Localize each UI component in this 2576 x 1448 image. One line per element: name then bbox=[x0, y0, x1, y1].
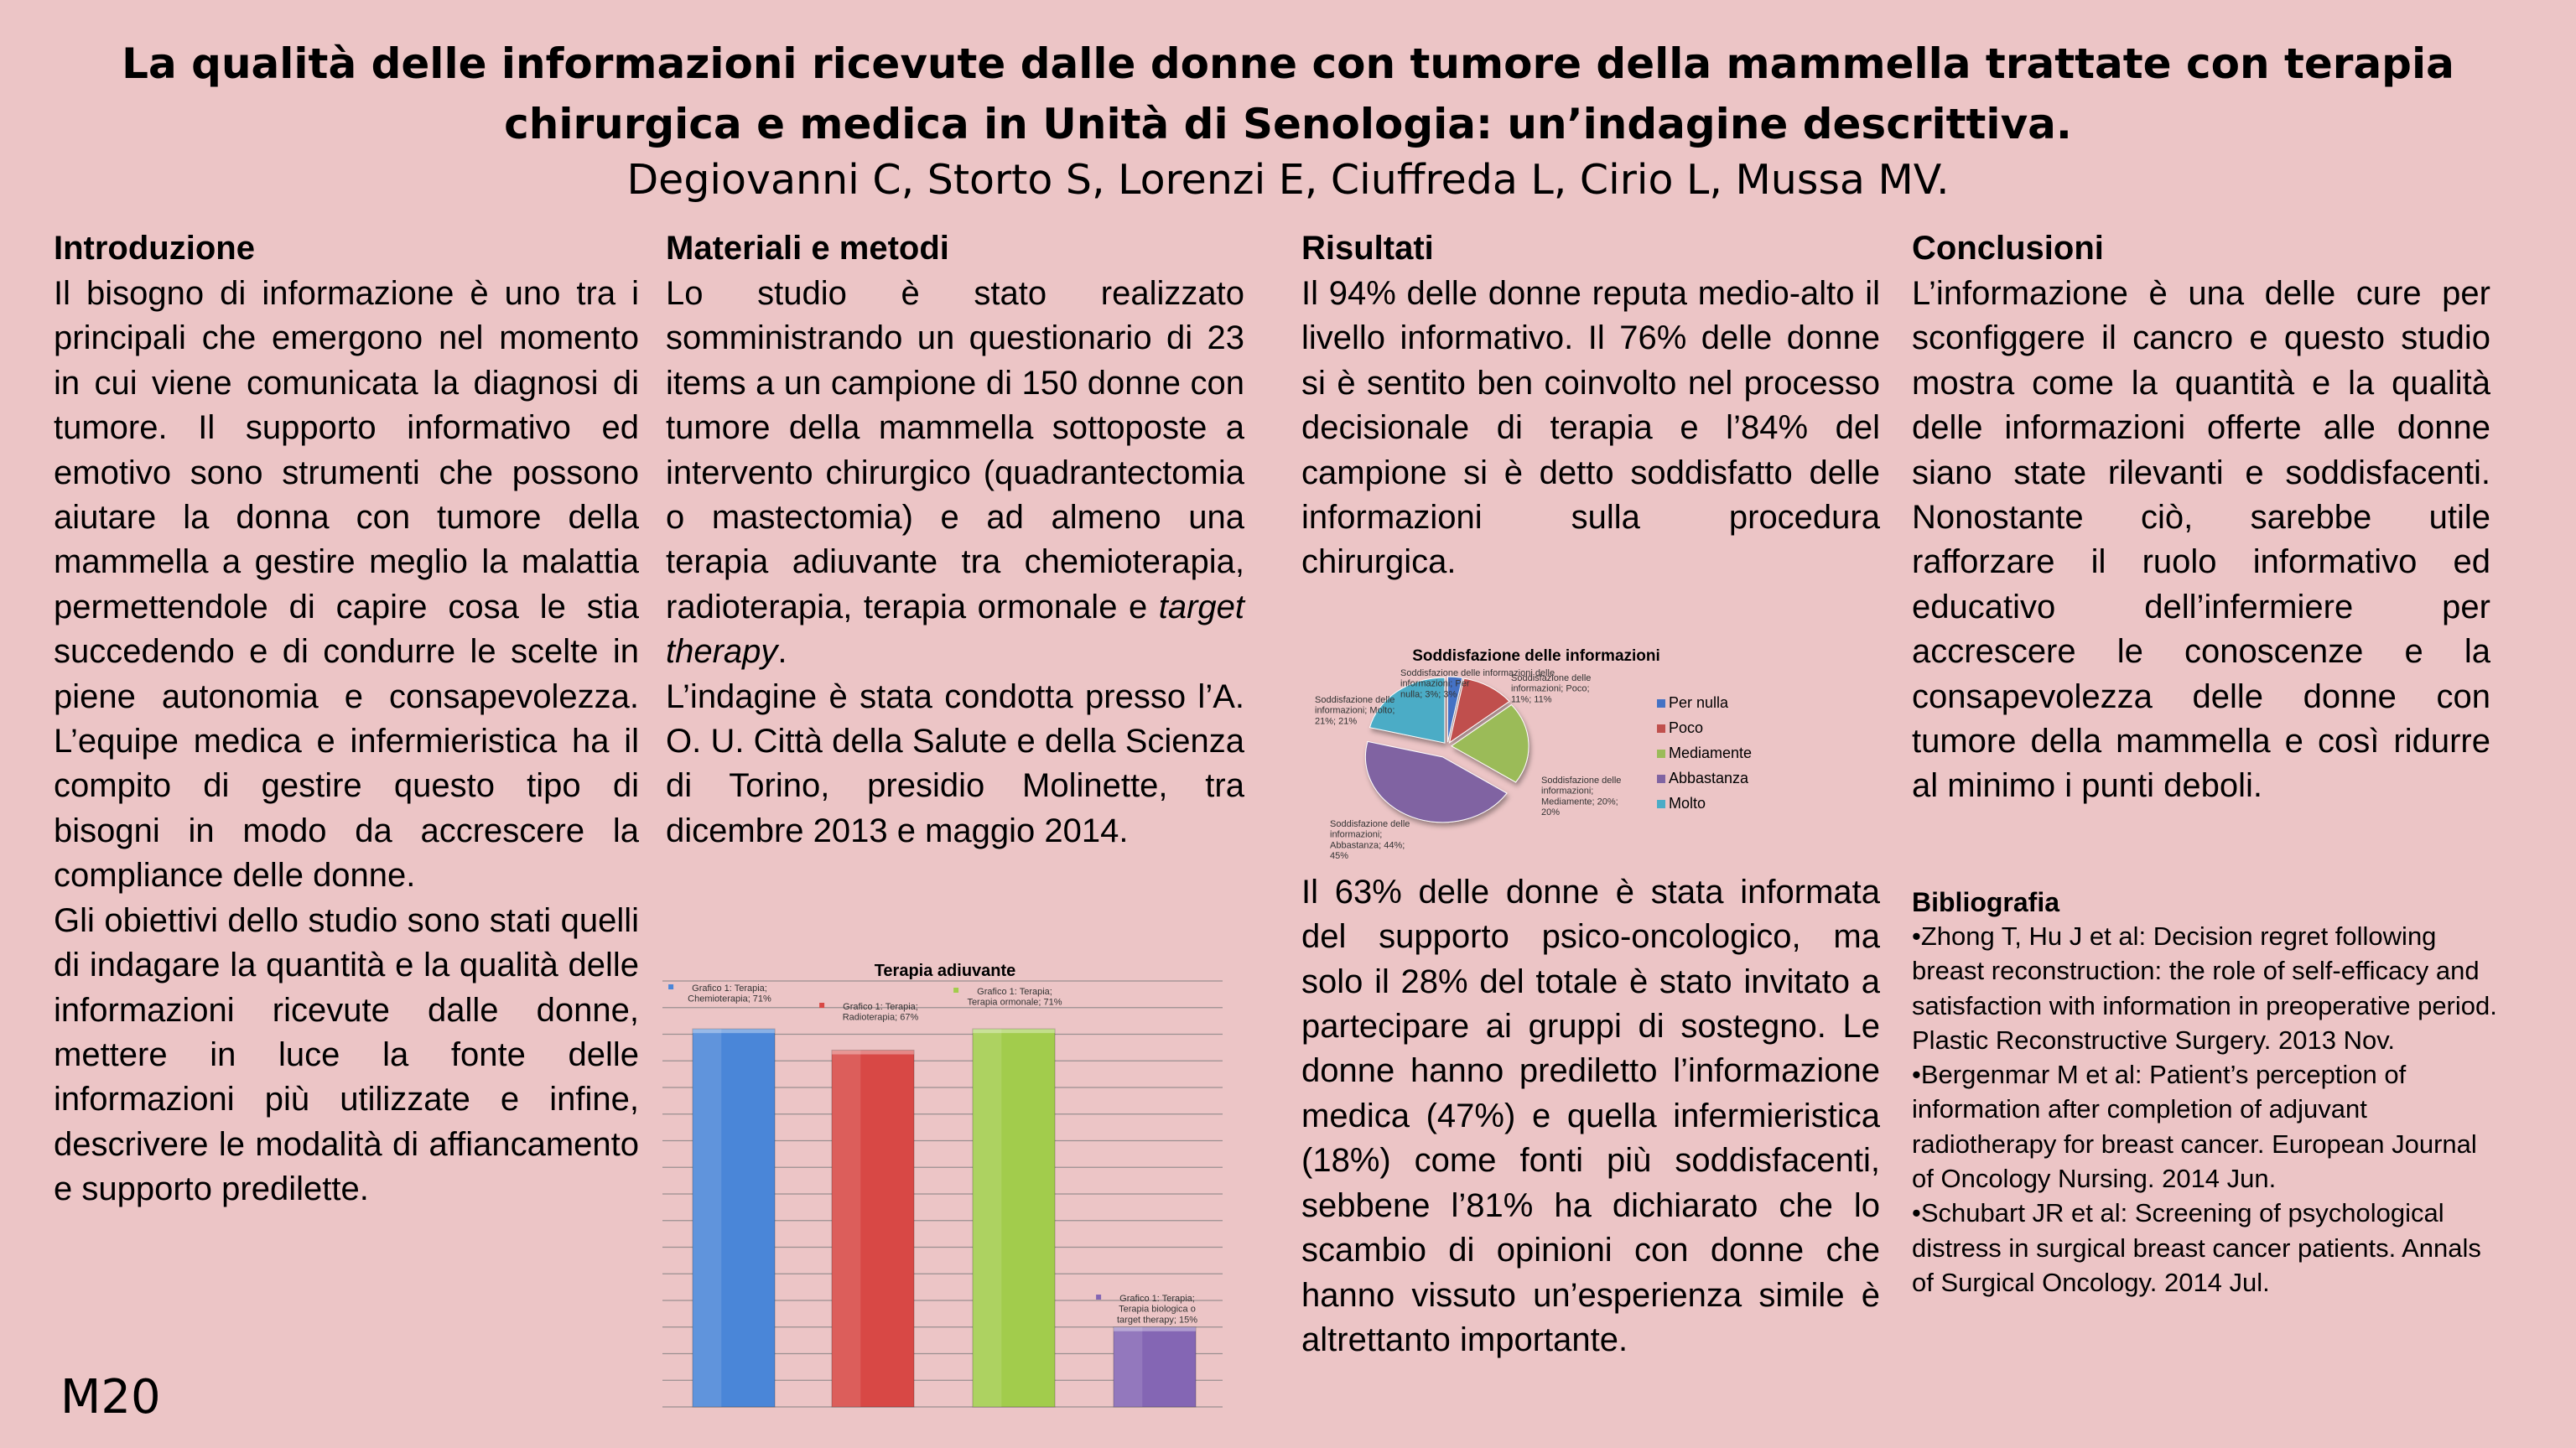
bar-highlight bbox=[973, 1029, 1001, 1407]
label-swatch bbox=[953, 988, 958, 993]
bar-top bbox=[693, 1029, 775, 1033]
pie-title: Soddisfazione delle informazioni bbox=[1412, 647, 1660, 665]
paragraph: Il 94% delle donne reputa medio-alto il livello informativo. Il 76% delle donne si è sentito ben coinvolto nel processo decisionale di terapia e l’84% del campione si è detto soddisfatto delle informazioni sulla procedura chirurgica. bbox=[1301, 275, 1880, 581]
pie-data-label: Soddisfazione delle informazioni; Molto; 21%; 21% bbox=[1315, 695, 1395, 727]
text-run: . bbox=[777, 633, 787, 671]
bar-chart bbox=[662, 956, 1249, 1413]
bar-data-label: Grafico 1: Terapia; Chemioterapia; 71% bbox=[688, 983, 771, 1004]
text-emphasis: target therapy bbox=[666, 588, 1244, 671]
label-swatch bbox=[1096, 1295, 1101, 1300]
bar-top bbox=[832, 1051, 914, 1055]
label-swatch bbox=[668, 984, 673, 989]
section-heading: Risultati bbox=[1301, 230, 1434, 267]
legend-entry: Mediamente bbox=[1669, 745, 1753, 761]
poster-authors: Degiovanni C, Storto S, Lorenzi E, Ciuffreda L, Cirio L, Mussa MV. bbox=[626, 156, 1950, 204]
pie-data-label: Soddisfazione delle informazioni; Mediamente; 20%; 20% bbox=[1541, 776, 1622, 817]
reference: •Zhong T, Hu J et al: Decision regret following breast reconstruction: the role of self-efficacy and satisfaction with information in preoperative period. Plastic Reconstructive Surgery. 2013 Nov. bbox=[1912, 921, 2497, 1055]
paragraph: Il bisogno di informazione è uno tra i principali che emergono nel momento in cui viene comunicata la diagnosi di tumore. Il supporto informativo ed emotivo sono strumenti che possono aiutare la donna con tumore della mammella a gestire meglio la malattia permettendole di capire cosa le stia succedendo e di condurre le scelte in piene autonomia e consapevolezza. L’equipe medica e infermieristica ha il compito di gestire questo tipo di bisogni in modo da accrescere la compliance delle donne. bbox=[54, 275, 639, 895]
paragraph: Gli obiettivi dello studio sono stati quelli di indagare la quantità e la qualità delle informazioni ricevute dalle donne, mettere in luce la fonte delle informazioni più utilizzate e infine, descrivere le modalità di affiancamento e supporto predilette. bbox=[54, 901, 639, 1208]
legend-swatch bbox=[1657, 724, 1665, 733]
paragraph: Il 63% delle donne è stata informata del supporto psico-oncologico, ma solo il 28% del totale è stato invitato a partecipare ai gruppi di sostegno. Le donne hanno prediletto l’informazione medica (47%) e quella infermieristica (18%) come fonti più soddisfacenti, sebbene l’81% ha dichiarato che lo scambio di opinioni con donne che hanno vissuto un’esperienza simile è altrettanto importante. bbox=[1301, 873, 1880, 1358]
section-bibliografia bbox=[1912, 885, 2499, 1300]
legend-entry: Per nulla bbox=[1669, 694, 1729, 711]
legend-entry: Poco bbox=[1669, 719, 1704, 736]
legend-swatch bbox=[1657, 800, 1665, 808]
bar-data-label: Grafico 1: Terapia; Terapia biologica o target therapy; 15% bbox=[1116, 1294, 1198, 1326]
legend-swatch bbox=[1657, 775, 1665, 783]
bar-top bbox=[1114, 1327, 1196, 1331]
bar-top bbox=[973, 1029, 1055, 1033]
legend-entry: Abbastanza bbox=[1669, 770, 1749, 786]
bar-highlight bbox=[832, 1051, 860, 1407]
paragraph: L’indagine è stata condotta presso l’A. O. U. Città della Salute e della Scienza di Torino, presidio Molinette, tra dicembre 2013 e maggio 2014. bbox=[666, 677, 1244, 849]
reference: •Bergenmar M et al: Patient’s perception of information after completion of adjuvant radiotherapy for breast cancer. European Journal of Oncology Nursing. 2014 Jun. bbox=[1912, 1060, 2477, 1194]
poster-title: La qualità delle informazioni ricevute dalle donne con tumore della mammella trattate con terapia chirurgica e medica in Unità di Senologia: un’indagine descrittiva. bbox=[122, 39, 2454, 148]
poster-code: M20 bbox=[60, 1370, 161, 1425]
bar-data-label: Grafico 1: Terapia; Terapia ormonale; 71% bbox=[967, 987, 1062, 1008]
bar-title: Terapia adiuvante bbox=[874, 962, 1016, 980]
pie-chart bbox=[1298, 639, 1753, 861]
section-heading: Bibliografia bbox=[1912, 887, 2060, 917]
paragraph bbox=[666, 272, 1244, 675]
bar-highlight bbox=[1114, 1327, 1142, 1407]
legend-entry: Molto bbox=[1669, 795, 1706, 812]
legend-swatch bbox=[1657, 699, 1665, 708]
section-introduzione bbox=[54, 225, 639, 1212]
section-heading: Conclusioni bbox=[1912, 230, 2104, 267]
bar-highlight bbox=[693, 1029, 721, 1407]
pie-data-label: Soddisfazione delle informazioni delle informazioni; Per nulla; 3%; 3% bbox=[1400, 668, 1555, 700]
reference: •Schubart JR et al: Screening of psychological distress in surgical breast cancer patients. Annals of Surgical Oncology. 2014 Jul. bbox=[1912, 1198, 2481, 1297]
pie-data-label: Soddisfazione delle informazioni; Poco; 11%; 11% bbox=[1511, 673, 1592, 705]
section-conclusioni bbox=[1912, 225, 2490, 809]
section-materiali-metodi bbox=[666, 225, 1244, 854]
label-swatch bbox=[819, 1003, 824, 1008]
paragraph: L’informazione è una delle cure per sconfiggere il cancro e questo studio mostra come la quantità e la qualità delle informazioni offerte alle donne siano state rilevanti e soddisfacenti. Nonostante ciò, sarebbe utile rafforzare il ruolo informativo ed educativo dell’infermiere per accrescere le conoscenze e la consapevolezza delle donne con tumore della mammella e così ridurre al minimo i punti deboli. bbox=[1912, 275, 2490, 805]
section-heading: Materiali e metodi bbox=[666, 230, 949, 267]
text-run: Lo studio è stato realizzato somministrando un questionario di 23 items a un campione di 150 donne con tumore della mammella sottoposte a intervento chirurgico (quadrantectomia o mastectomia) e ad almeno una terapia adiuvante tra chemioterapia, radioterapia, terapia ormonale e bbox=[666, 275, 1244, 625]
section-heading: Introduzione bbox=[54, 230, 255, 267]
legend-swatch bbox=[1657, 750, 1665, 758]
pie-data-label: Soddisfazione delle informazioni; Abbastanza; 44%; 45% bbox=[1330, 819, 1410, 861]
bar-data-label: Grafico 1: Terapia; Radioterapia; 67% bbox=[842, 1002, 919, 1023]
